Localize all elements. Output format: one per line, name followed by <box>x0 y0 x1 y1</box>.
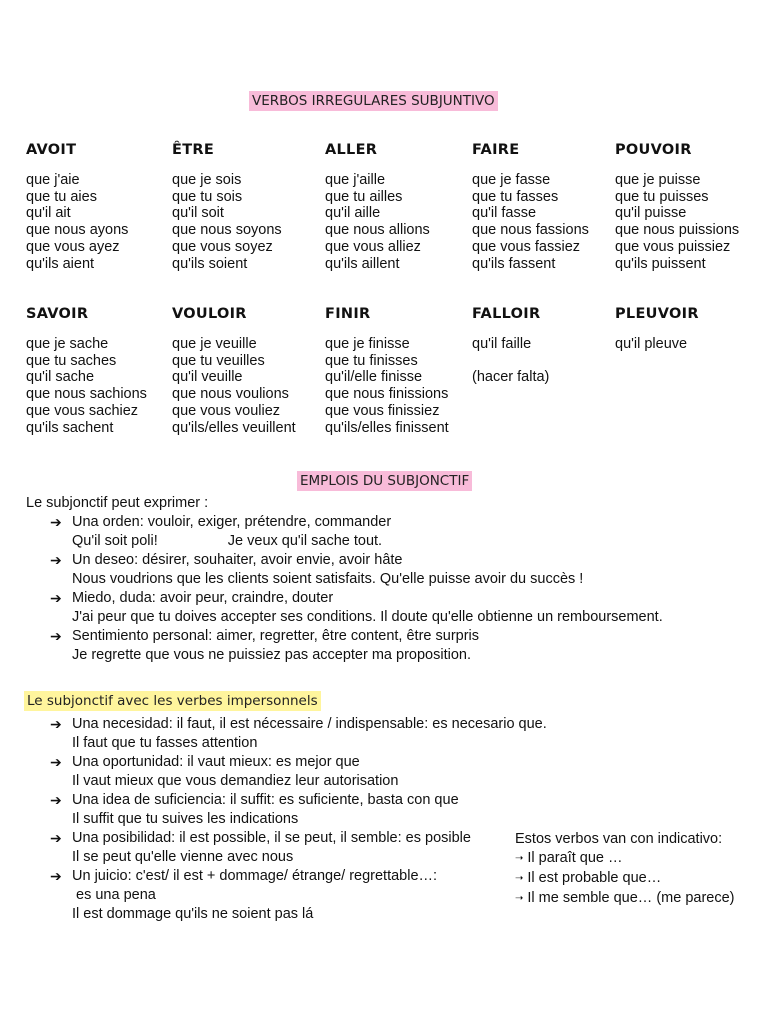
item-heading: Una orden: vouloir, exiger, prétendre, commander <box>72 514 392 530</box>
conjugation-list <box>172 336 296 436</box>
arrow-icon: ➔ <box>50 868 62 884</box>
conjugation: que tu veuilles <box>172 352 265 369</box>
conjugation: que je veuille <box>172 336 257 352</box>
verb-name: ÊTRE <box>172 142 215 158</box>
verb-column <box>472 140 589 272</box>
conjugation-list <box>615 336 699 353</box>
uses-intro: Le subjonctif peut exprimer : <box>26 495 209 511</box>
conjugation: que vous fassiez <box>472 238 581 255</box>
conjugation <box>472 353 549 370</box>
verbs-title: VERBOS IRREGULARES SUBJUNTIVO <box>249 91 498 111</box>
arrow-icon: ➔ <box>50 514 62 530</box>
conjugation-list <box>325 336 449 436</box>
list-item <box>26 513 756 551</box>
conjugation: que tu ailles <box>325 188 403 205</box>
conjugation-list <box>615 172 739 272</box>
item-example: Il vaut mieux que vous demandiez leur autorisation <box>72 773 399 789</box>
verb-name: FAIRE <box>472 142 520 158</box>
verb-name: AVOIT <box>26 142 77 158</box>
indicative-item: Il me semble que… (me parece) <box>527 890 735 906</box>
list-item <box>515 889 735 909</box>
item-example: Il suffit que tu suives les indications <box>72 811 299 827</box>
list-item <box>26 791 756 829</box>
uses-section <box>26 494 756 665</box>
item-heading: Una posibilidad: il est possible, il se peut, il semble: es posible <box>72 830 471 846</box>
conjugation: que nous puissions <box>615 222 740 239</box>
conjugation: que nous finissions <box>325 386 449 403</box>
conjugation: que je fasse <box>472 172 551 188</box>
conjugation: qu'ils aillent <box>325 255 400 272</box>
item-heading: Una idea de suficiencia: il suffit: es suficiente, basta con que <box>72 792 459 808</box>
verb-name: SAVOIR <box>26 306 89 322</box>
conjugation: que nous fassions <box>472 222 589 239</box>
arrow-icon: ➝ <box>515 893 524 904</box>
conjugation: que vous alliez <box>325 238 421 255</box>
conjugation: qu'il veuille <box>172 369 243 386</box>
arrow-icon: ➝ <box>515 873 524 884</box>
arrow-icon: ➔ <box>50 590 62 606</box>
item-example: es una pena <box>72 887 156 903</box>
verb-name: PLEUVOIR <box>615 306 699 322</box>
list-item <box>515 849 735 869</box>
conjugation: qu'ils soient <box>172 255 248 272</box>
item-heading: Miedo, duda: avoir peur, craindre, douter <box>72 590 334 606</box>
item-example: Nous voudrions que les clients soient satisfaits. Qu'elle puisse avoir du succès ! <box>72 571 584 587</box>
conjugation: que j'aille <box>325 172 386 188</box>
conjugation: que vous vouliez <box>172 402 281 419</box>
conjugation: que je sois <box>172 172 242 188</box>
indicative-note <box>515 830 735 909</box>
conjugation: que vous soyez <box>172 238 273 255</box>
verb-column <box>26 304 147 436</box>
conjugation: (hacer falta) <box>472 369 550 386</box>
verb-name: POUVOIR <box>615 142 692 158</box>
item-example: Il faut que tu fasses attention <box>72 735 258 751</box>
item-heading: Sentimiento personal: aimer, regretter, être content, être surpris <box>72 628 480 644</box>
list-item <box>26 551 756 589</box>
conjugation: que nous soyons <box>172 222 282 239</box>
conjugation: que tu aies <box>26 188 97 205</box>
conjugation: que vous finissiez <box>325 402 440 419</box>
item-heading: Una oportunidad: il vaut mieux: es mejor que <box>72 754 360 770</box>
item-heading: Un deseo: désirer, souhaiter, avoir envie, avoir hâte <box>72 552 403 568</box>
impersonal-title: Le subjonctif avec les verbes impersonnels <box>24 691 321 711</box>
arrow-icon: ➔ <box>50 716 62 732</box>
arrow-icon: ➔ <box>50 552 62 568</box>
conjugation-list <box>172 172 282 272</box>
verb-column <box>615 140 739 272</box>
conjugation: qu'il pleuve <box>615 336 688 352</box>
conjugation: que vous puissiez <box>615 238 731 255</box>
conjugation: qu'ils aient <box>26 255 95 272</box>
conjugation: que j'aie <box>26 172 80 188</box>
conjugation-list <box>26 172 128 272</box>
arrow-icon: ➔ <box>50 830 62 846</box>
list-item <box>26 589 756 627</box>
conjugation: qu'il puisse <box>615 205 687 222</box>
item-heading: Una necesidad: il faut, il est nécessaire / indispensable: es necesario que. <box>72 716 547 732</box>
list-item <box>26 715 756 753</box>
conjugation: qu'ils fassent <box>472 255 556 272</box>
conjugation: que tu sois <box>172 188 243 205</box>
conjugation: que tu fasses <box>472 188 559 205</box>
conjugation: que je puisse <box>615 172 701 188</box>
arrow-icon: ➝ <box>515 853 524 864</box>
list-item <box>515 869 735 889</box>
conjugation: qu'il soit <box>172 205 224 222</box>
conjugation-list <box>472 336 549 386</box>
verb-name: ALLER <box>325 142 378 158</box>
verb-name: VOULOIR <box>172 306 247 322</box>
indicative-note-title: Estos verbos van con indicativo: <box>515 831 723 847</box>
conjugation: qu'ils/elles finissent <box>325 419 449 436</box>
conjugation: qu'ils/elles veuillent <box>172 419 296 436</box>
indicative-item: Il paraît que … <box>527 850 623 866</box>
conjugation: qu'il faille <box>472 336 532 352</box>
conjugation: qu'il sache <box>26 369 95 386</box>
verb-column <box>172 140 282 272</box>
conjugation: qu'il/elle finisse <box>325 369 423 386</box>
verb-column <box>325 304 449 436</box>
indicative-item: Il est probable que… <box>527 870 662 886</box>
conjugation: qu'ils puissent <box>615 255 706 272</box>
verb-name: FINIR <box>325 306 371 322</box>
example-text: Je veux qu'il sache tout. <box>227 533 383 549</box>
uses-title: EMPLOIS DU SUBJONCTIF <box>297 471 472 491</box>
conjugation: qu'il ait <box>26 205 71 222</box>
verb-column <box>615 304 699 353</box>
item-example <box>72 532 756 551</box>
conjugation: que tu saches <box>26 352 117 369</box>
conjugation: que nous allions <box>325 222 430 239</box>
verb-name: FALLOIR <box>472 306 541 322</box>
arrow-icon: ➔ <box>50 792 62 808</box>
verb-column <box>325 140 430 272</box>
conjugation: que nous sachions <box>26 386 147 403</box>
verb-column <box>26 140 128 272</box>
conjugation: que vous sachiez <box>26 402 139 419</box>
example-text: Qu'il soit poli! <box>72 533 158 549</box>
list-item <box>26 753 756 791</box>
conjugation: que nous ayons <box>26 222 129 239</box>
verb-column <box>472 304 549 386</box>
conjugation: que je finisse <box>325 336 410 352</box>
list-item <box>26 627 756 665</box>
conjugation: qu'ils sachent <box>26 419 114 436</box>
conjugation: qu'il aille <box>325 205 381 222</box>
conjugation: que tu puisses <box>615 188 709 205</box>
item-example: J'ai peur que tu doives accepter ses conditions. Il doute qu'elle obtienne un remboursement. <box>72 609 663 625</box>
conjugation-list <box>26 336 147 436</box>
item-example: Je regrette que vous ne puissiez pas accepter ma proposition. <box>72 647 471 663</box>
conjugation-list <box>325 172 430 272</box>
conjugation: que tu finisses <box>325 352 418 369</box>
verb-column <box>172 304 296 436</box>
conjugation: que vous ayez <box>26 238 120 255</box>
conjugation: qu'il fasse <box>472 205 537 222</box>
item-example: Il se peut qu'elle vienne avec nous <box>72 849 294 865</box>
conjugation-list <box>472 172 589 272</box>
item-heading: Un juicio: c'est/ il est + dommage/ étrange/ regrettable…: <box>72 868 438 884</box>
arrow-icon: ➔ <box>50 754 62 770</box>
conjugation: que nous voulions <box>172 386 289 403</box>
item-example: Il est dommage qu'ils ne soient pas lá <box>72 906 314 922</box>
arrow-icon: ➔ <box>50 628 62 644</box>
conjugation: que je sache <box>26 336 109 352</box>
